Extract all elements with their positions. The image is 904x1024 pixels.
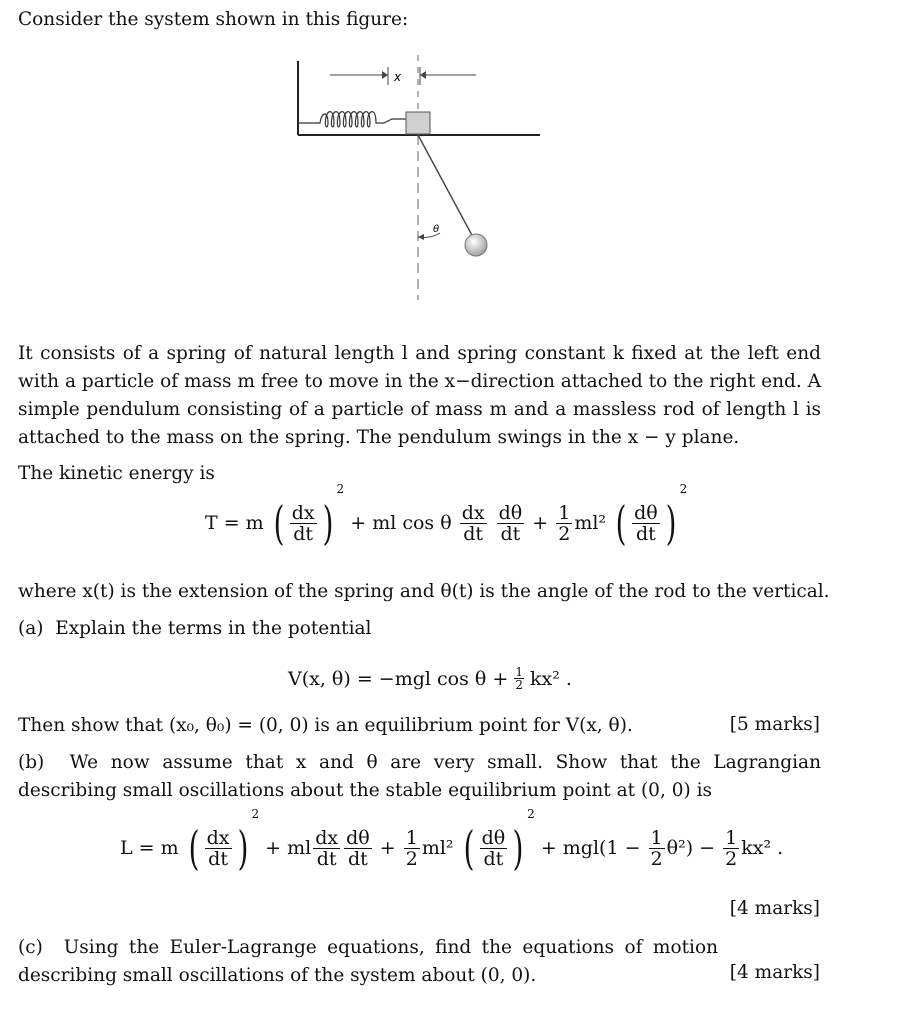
- spring-pendulum-figure: [290, 55, 550, 305]
- part-a-show: Then show that (x₀, θ₀) = (0, 0) is an equilibrium point for V(x, θ).: [18, 715, 633, 736]
- x-label: x: [394, 70, 402, 84]
- part-c-text: (c) Using the Euler-Lagrange equations, find the equations of motion describing small oscillations of the system about (0, 0).: [18, 937, 719, 986]
- kinetic-energy-intro: The kinetic energy is: [18, 463, 215, 484]
- kinetic-energy-equation: T = m ( $\frac{dx}{dt}$ )2 + ml cos θ $\frac{dx}{dt}$ $\frac{d\theta}{dt}$ + $\frac{1}{2}$ ml² ( $\frac{d\theta}{dt}$ )2: [205, 482, 688, 550]
- intro-text: Consider the system shown in this figure:: [18, 9, 409, 30]
- part-c-marks: [4 marks]: [729, 962, 820, 983]
- potential-equation: V(x, θ) = −mgl cos θ + $\frac{1}{2}$ kx² .: [288, 665, 572, 692]
- lagrangian-equation: L = m ( $\frac{dx}{dt}$ )2 + ml $\frac{dx}{dt}$ $\frac{d\theta}{dt}$ + $\frac{1}{2}$ ml² ( $\frac{d\theta}{dt}$ )2 + mgl(1 − $\frac{1}{2}$ θ²) − $\frac{1}{2}$ kx² .: [120, 807, 784, 875]
- theta-label: θ: [433, 224, 440, 235]
- pendulum-bob: [465, 234, 487, 256]
- part-a-text: (a) Explain the terms in the potential: [18, 618, 372, 639]
- spring: [298, 112, 406, 127]
- part-b-text: (b) We now assume that x and θ are very small. Show that the Lagrangian describing small oscillations about the stable equilibrium point at (0, 0) is: [18, 752, 821, 801]
- system-description: It consists of a spring of natural length l and spring constant k fixed at the left end with a particle of mass m free to move in the x−direction attached to the right end. A simple pendulum consisting of a particle of mass m and a massless rod of length l is attached to the mass on the spring. The pendulum swings in the x − y plane.: [18, 343, 821, 448]
- where-text: where x(t) is the extension of the spring and θ(t) is the angle of the rod to the vertical.: [18, 581, 830, 602]
- part-a-marks: [5 marks]: [729, 714, 820, 735]
- part-b-marks: [4 marks]: [729, 898, 820, 919]
- mass-block: [406, 112, 430, 134]
- pendulum-rod: [418, 135, 474, 239]
